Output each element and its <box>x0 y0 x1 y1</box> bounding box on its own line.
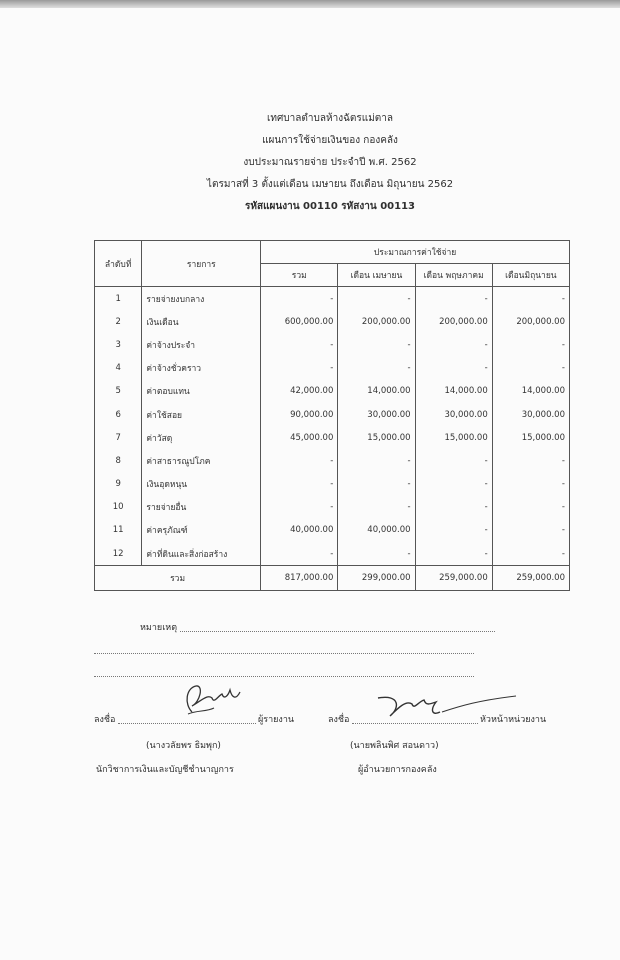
row-april: 15,000.00 <box>338 426 415 449</box>
row-june: - <box>492 449 569 472</box>
document-header <box>180 108 480 218</box>
row-item: ค่าสาธารณูปโภค <box>142 449 261 472</box>
remark-line-2 <box>94 652 474 654</box>
row-item: เงินเดือน <box>142 310 261 333</box>
total-label: รวม <box>95 566 261 591</box>
row-june: 200,000.00 <box>492 310 569 333</box>
row-total: 40,000.00 <box>261 519 338 542</box>
table-row <box>95 473 570 496</box>
table-body <box>95 287 570 566</box>
col-header-total: รวม <box>261 264 338 287</box>
right-role-suffix: หัวหน้าหน่วยงาน <box>480 715 547 725</box>
col-header-estimate: ประมาณการค่าใช้จ่าย <box>261 241 570 264</box>
right-sign-label: ลงชื่อ <box>328 715 350 725</box>
row-no: 5 <box>95 380 142 403</box>
row-april: - <box>338 449 415 472</box>
row-april: 200,000.00 <box>338 310 415 333</box>
col-header-item: รายการ <box>142 241 261 287</box>
right-signer-name: (นายพลินพิศ สอนดาว) <box>350 741 439 751</box>
total-sum: 817,000.00 <box>261 566 338 591</box>
left-handwritten-signature <box>178 680 248 720</box>
row-total: - <box>261 333 338 356</box>
table-row <box>95 380 570 403</box>
table-row <box>95 542 570 566</box>
left-signer-position: นักวิชาการเงินและบัญชีชำนาญการ <box>96 765 234 775</box>
right-sign-line <box>352 722 478 724</box>
row-total: - <box>261 287 338 311</box>
right-signer-position: ผู้อำนวยการกองคลัง <box>358 765 437 775</box>
row-june: - <box>492 333 569 356</box>
row-april: - <box>338 357 415 380</box>
row-may: - <box>415 357 492 380</box>
total-june: 259,000.00 <box>492 566 569 591</box>
header-codes: รหัสแผนงาน 00110 รหัสงาน 00113 <box>245 201 415 212</box>
row-april: - <box>338 496 415 519</box>
col-header-june: เดือนมิถุนายน <box>492 264 569 287</box>
row-item: ค่าจ้างชั่วคราว <box>142 357 261 380</box>
row-no: 7 <box>95 426 142 449</box>
row-item: ค่าตอบแทน <box>142 380 261 403</box>
row-june: 14,000.00 <box>492 380 569 403</box>
col-header-may: เดือน พฤษภาคม <box>415 264 492 287</box>
row-june: 15,000.00 <box>492 426 569 449</box>
row-april: - <box>338 542 415 566</box>
row-no: 6 <box>95 403 142 426</box>
row-no: 10 <box>95 496 142 519</box>
row-may: - <box>415 473 492 496</box>
remark-line-3 <box>94 675 474 677</box>
table-row <box>95 333 570 356</box>
table-row <box>95 357 570 380</box>
row-may: - <box>415 449 492 472</box>
table-total-row <box>95 566 570 591</box>
row-no: 3 <box>95 333 142 356</box>
row-total: 600,000.00 <box>261 310 338 333</box>
row-april: - <box>338 287 415 311</box>
table-row <box>95 519 570 542</box>
table-row <box>95 496 570 519</box>
header-fiscal-year: งบประมาณรายจ่าย ประจำปี พ.ศ. 2562 <box>243 157 417 168</box>
left-signer-name: (นางวลัยพร ธิมพุก) <box>146 741 221 751</box>
row-april: - <box>338 473 415 496</box>
row-april: 14,000.00 <box>338 380 415 403</box>
header-municipality: เทศบาลตำบลห้างฉัตรแม่ตาล <box>266 113 394 124</box>
row-item: ค่าที่ดินและสิ่งก่อสร้าง <box>142 542 261 566</box>
row-no: 8 <box>95 449 142 472</box>
row-item: รายจ่ายอื่น <box>142 496 261 519</box>
row-item: ค่าใช้สอย <box>142 403 261 426</box>
row-june: - <box>492 287 569 311</box>
row-may: - <box>415 333 492 356</box>
row-no: 2 <box>95 310 142 333</box>
left-sign-label: ลงชื่อ <box>94 715 116 725</box>
row-april: 40,000.00 <box>338 519 415 542</box>
total-april: 299,000.00 <box>338 566 415 591</box>
row-no: 9 <box>95 473 142 496</box>
row-total: - <box>261 496 338 519</box>
row-april: 30,000.00 <box>338 403 415 426</box>
table-row <box>95 310 570 333</box>
col-header-april: เดือน เมษายน <box>338 264 415 287</box>
table-row <box>95 449 570 472</box>
row-may: - <box>415 496 492 519</box>
row-may: - <box>415 542 492 566</box>
row-may: 200,000.00 <box>415 310 492 333</box>
table-row <box>95 426 570 449</box>
row-item: เงินอุดหนุน <box>142 473 261 496</box>
row-no: 4 <box>95 357 142 380</box>
row-no: 11 <box>95 519 142 542</box>
left-role-suffix: ผู้รายงาน <box>258 715 295 725</box>
row-june: - <box>492 519 569 542</box>
row-may: 30,000.00 <box>415 403 492 426</box>
left-sign-line <box>118 722 256 724</box>
total-may: 259,000.00 <box>415 566 492 591</box>
row-total: - <box>261 542 338 566</box>
col-header-no: ลำดับที่ <box>95 241 142 287</box>
row-may: - <box>415 519 492 542</box>
header-quarter: ไตรมาสที่ 3 ตั้งแต่เดือน เมษายน ถึงเดือน มิถุนายน 2562 <box>206 179 454 190</box>
row-no: 1 <box>95 287 142 311</box>
table-header-row <box>95 241 570 264</box>
table-row <box>95 287 570 311</box>
row-total: 45,000.00 <box>261 426 338 449</box>
row-may: 15,000.00 <box>415 426 492 449</box>
row-total: 42,000.00 <box>261 380 338 403</box>
table-row <box>95 403 570 426</box>
row-total: - <box>261 473 338 496</box>
row-no: 12 <box>95 542 142 566</box>
row-item: ค่าจ้างประจำ <box>142 333 261 356</box>
budget-table <box>94 240 570 591</box>
row-may: - <box>415 287 492 311</box>
row-june: - <box>492 542 569 566</box>
row-item: รายจ่ายงบกลาง <box>142 287 261 311</box>
header-plan-title: แผนการใช้จ่ายเงินของ กองคลัง <box>262 135 398 146</box>
row-item: ค่าครุภัณฑ์ <box>142 519 261 542</box>
row-may: 14,000.00 <box>415 380 492 403</box>
remark-line-1 <box>180 630 495 632</box>
row-june: - <box>492 473 569 496</box>
row-total: - <box>261 449 338 472</box>
row-june: - <box>492 496 569 519</box>
row-item: ค่าวัสดุ <box>142 426 261 449</box>
row-june: - <box>492 357 569 380</box>
row-june: 30,000.00 <box>492 403 569 426</box>
remark-label: หมายเหตุ <box>140 623 178 633</box>
row-total: 90,000.00 <box>261 403 338 426</box>
row-april: - <box>338 333 415 356</box>
row-total: - <box>261 357 338 380</box>
